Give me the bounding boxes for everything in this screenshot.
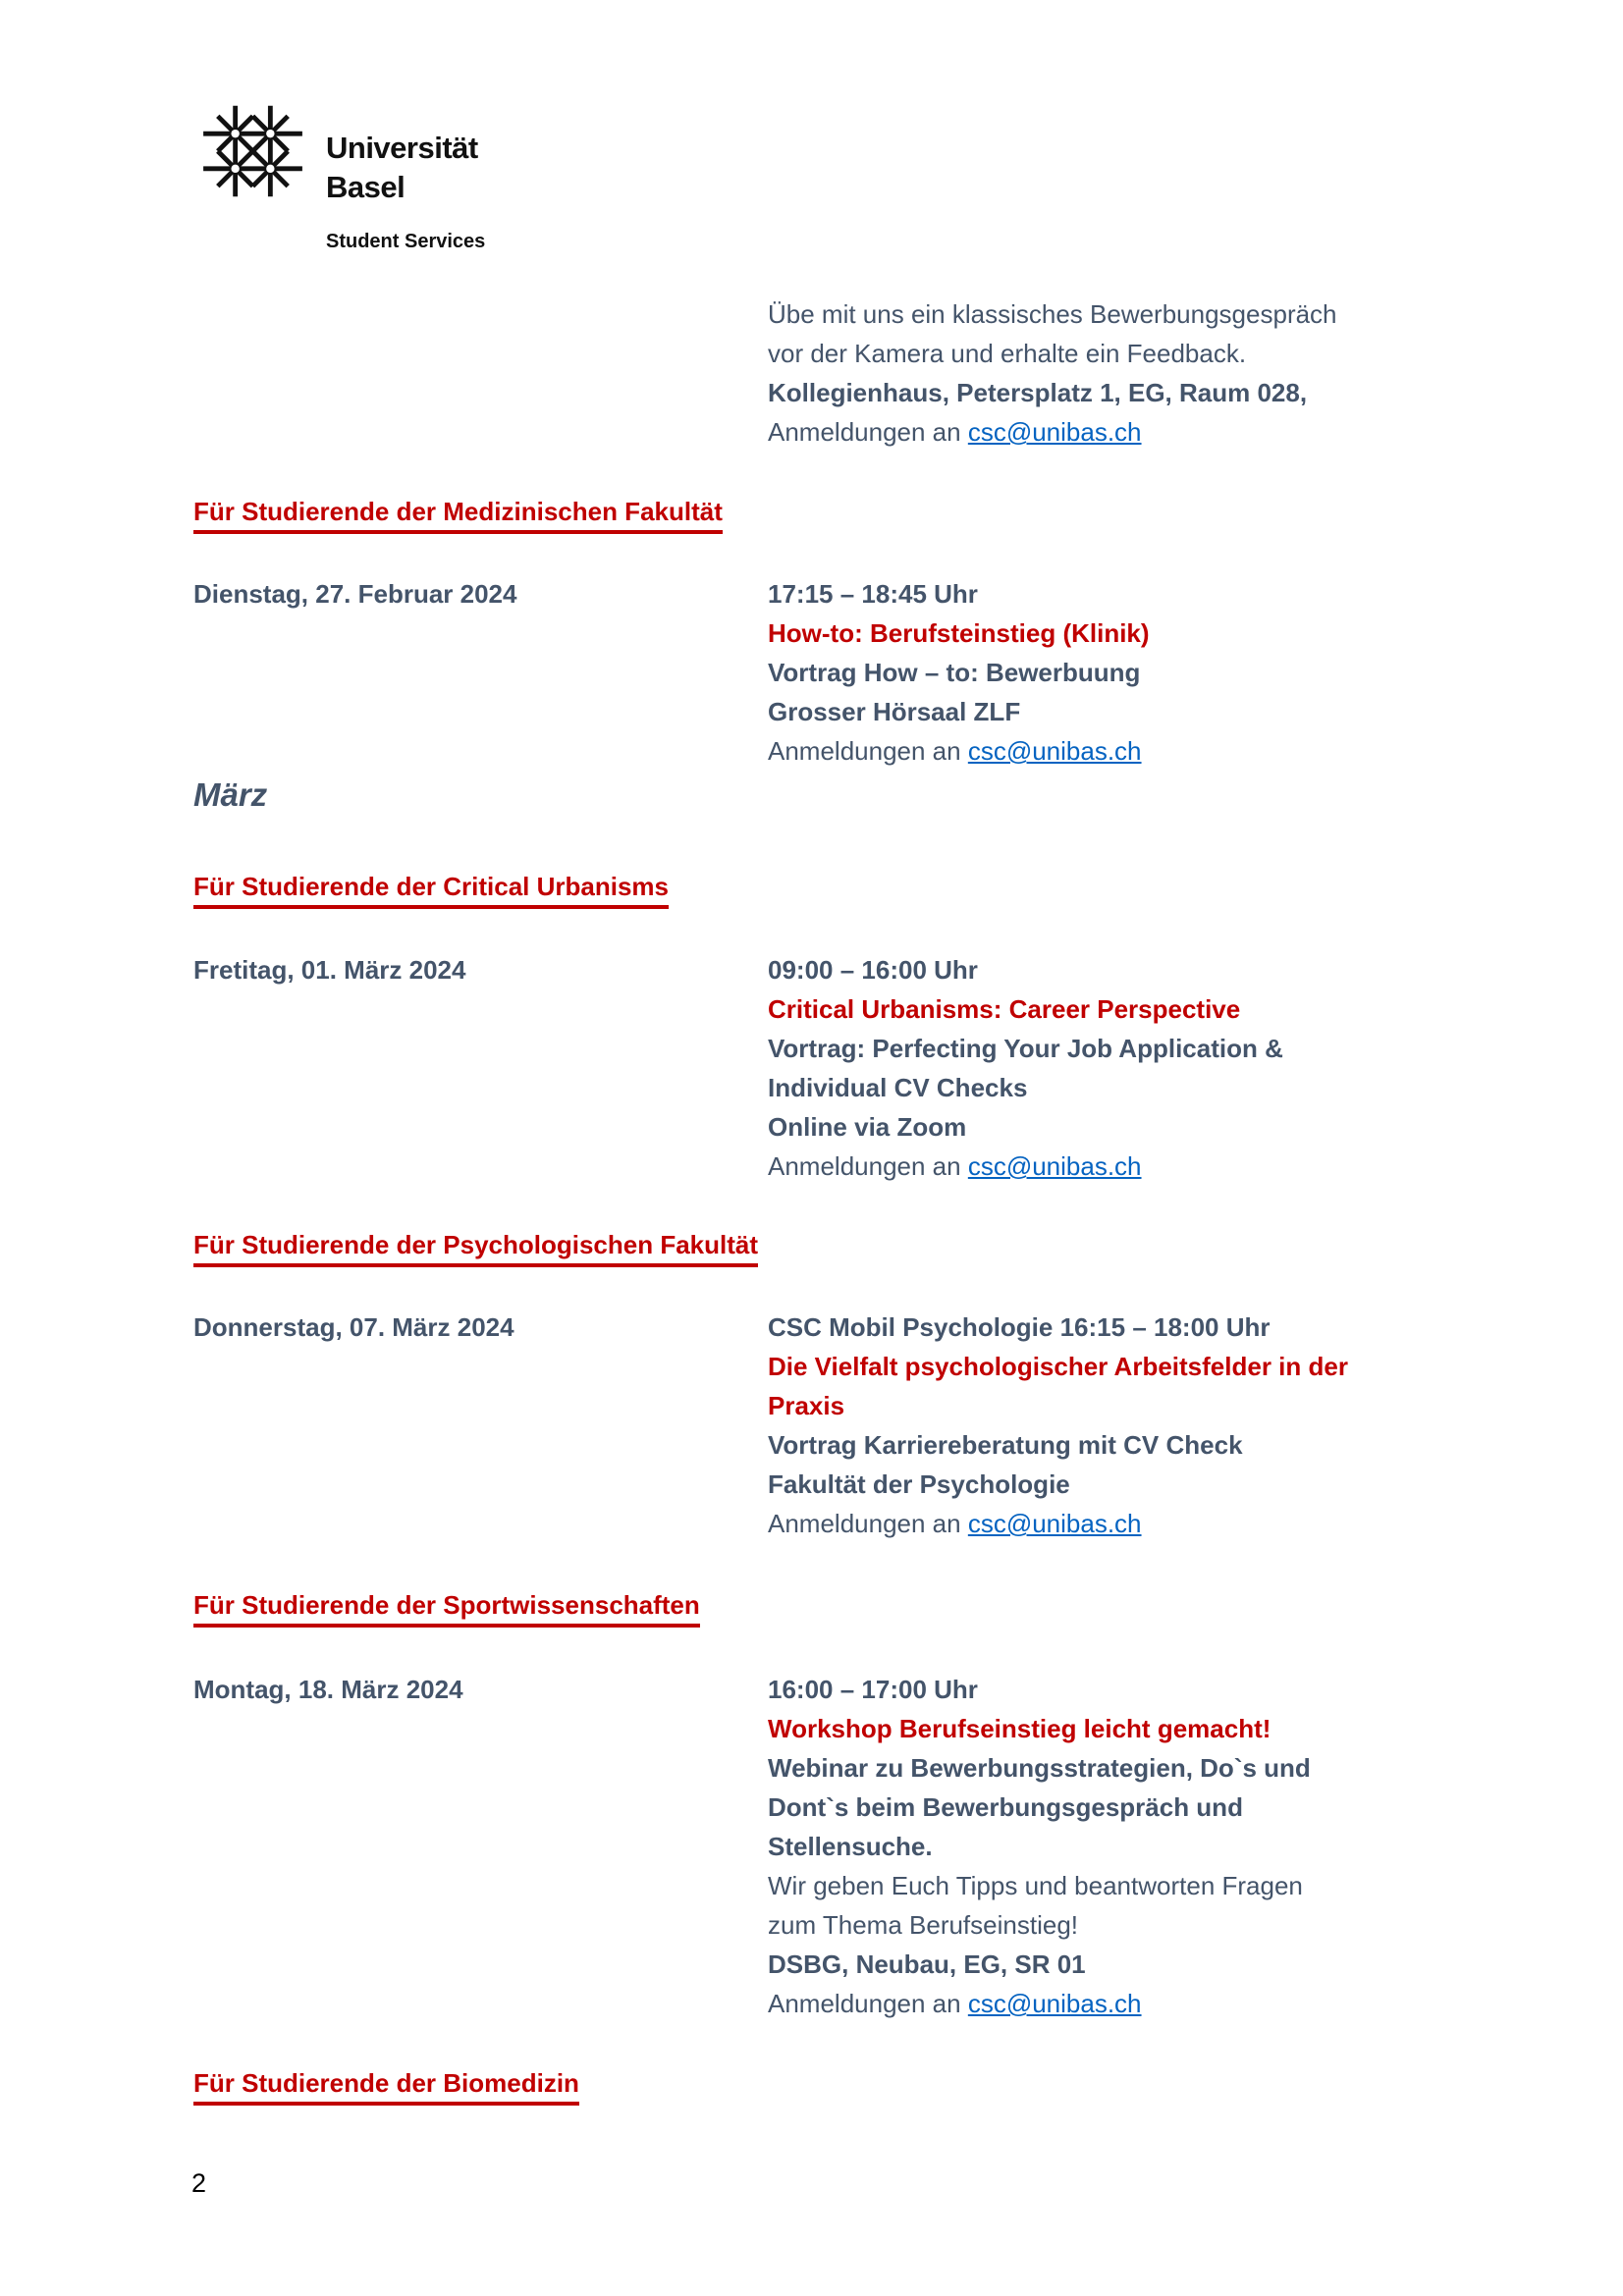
- registration-prefix: Anmeldungen an: [768, 736, 968, 766]
- logo-title-line1: Universität: [326, 131, 478, 165]
- event-title: How-to: Berufsteinstieg (Klinik): [768, 618, 1150, 648]
- event-location: Online via Zoom: [768, 1112, 967, 1142]
- event-detail: Vortrag How – to: Bewerbuung: [768, 658, 1141, 687]
- event-date: Dienstag, 27. Februar 2024: [193, 579, 517, 609]
- event-date: Donnerstag, 07. März 2024: [193, 1312, 514, 1342]
- section-heading-medizin: Für Studierende der Medizinischen Fakultät: [193, 494, 723, 534]
- event-date: Montag, 18. März 2024: [193, 1675, 463, 1704]
- registration-line: [768, 1504, 1348, 1543]
- event-time: 16:00 – 17:00 Uhr: [768, 1675, 978, 1704]
- event-detail: Individual CV Checks: [768, 1073, 1028, 1102]
- event-date: Fretitag, 01. März 2024: [193, 955, 466, 985]
- event-detail: Vortrag Karriereberatung mit CV Check: [768, 1430, 1243, 1460]
- intro-paragraph: [768, 294, 1337, 452]
- email-link[interactable]: csc@unibas.ch: [967, 1989, 1142, 2018]
- registration-line: [768, 731, 1150, 771]
- event-time: CSC Mobil Psychologie 16:15 – 18:00 Uhr: [768, 1312, 1271, 1342]
- registration-prefix: Anmeldungen an: [768, 1989, 968, 2018]
- email-link[interactable]: csc@unibas.ch: [967, 736, 1142, 766]
- event-note: Wir geben Euch Tipps und beantworten Fragen: [768, 1871, 1303, 1900]
- event-title: Praxis: [768, 1391, 845, 1420]
- event-location: DSBG, Neubau, EG, SR 01: [768, 1949, 1086, 1979]
- event-details: [768, 950, 1283, 1186]
- month-heading: März: [193, 776, 268, 813]
- logo-wordmark: [326, 129, 478, 207]
- registration-line: [768, 1984, 1311, 2023]
- section-heading-sport: Für Studierende der Sportwissenschaften: [193, 1587, 700, 1628]
- section-heading-psycho: Für Studierende der Psychologischen Fakultät: [193, 1227, 758, 1267]
- registration-prefix: Anmeldungen an: [768, 417, 968, 447]
- event-title: Die Vielfalt psychologischer Arbeitsfelder in der: [768, 1352, 1348, 1381]
- event-title: Critical Urbanisms: Career Perspective: [768, 994, 1241, 1024]
- section-heading-bio: Für Studierende der Biomedizin: [193, 2065, 579, 2106]
- intro-line: vor der Kamera und erhalte ein Feedback.: [768, 339, 1247, 368]
- intro-line: Übe mit uns ein klassisches Bewerbungsgespräch: [768, 299, 1337, 329]
- event-detail: Webinar zu Bewerbungsstrategien, Do`s und: [768, 1753, 1311, 1783]
- email-link[interactable]: csc@unibas.ch: [967, 417, 1142, 447]
- logo-subtitle: Student Services: [326, 231, 486, 252]
- event-detail: Vortrag: Perfecting Your Job Application &: [768, 1034, 1283, 1063]
- event-location: Fakultät der Psychologie: [768, 1469, 1070, 1499]
- event-location: Grosser Hörsaal ZLF: [768, 697, 1021, 726]
- event-details: [768, 574, 1150, 771]
- registration-line: [768, 412, 1337, 452]
- event-note: zum Thema Berufseinstieg!: [768, 1910, 1078, 1940]
- email-link[interactable]: csc@unibas.ch: [967, 1509, 1142, 1538]
- section-heading-critical: Für Studierende der Critical Urbanisms: [193, 869, 669, 909]
- event-details: [768, 1670, 1311, 2023]
- registration-prefix: Anmeldungen an: [768, 1509, 968, 1538]
- intro-location: Kollegienhaus, Petersplatz 1, EG, Raum 028,: [768, 378, 1308, 407]
- registration-line: [768, 1147, 1283, 1186]
- event-detail: Dont`s beim Bewerbungsgespräch und: [768, 1792, 1243, 1822]
- event-title: Workshop Berufseinstieg leicht gemacht!: [768, 1714, 1271, 1743]
- registration-prefix: Anmeldungen an: [768, 1151, 968, 1181]
- page-number: 2: [191, 2168, 207, 2198]
- logo-title-line2: Basel: [326, 170, 406, 204]
- event-time: 17:15 – 18:45 Uhr: [768, 579, 978, 609]
- event-detail: Stellensuche.: [768, 1832, 933, 1861]
- email-link[interactable]: csc@unibas.ch: [967, 1151, 1142, 1181]
- universitaet-basel-logo-icon: [201, 98, 304, 215]
- event-time: 09:00 – 16:00 Uhr: [768, 955, 978, 985]
- event-details: [768, 1308, 1348, 1543]
